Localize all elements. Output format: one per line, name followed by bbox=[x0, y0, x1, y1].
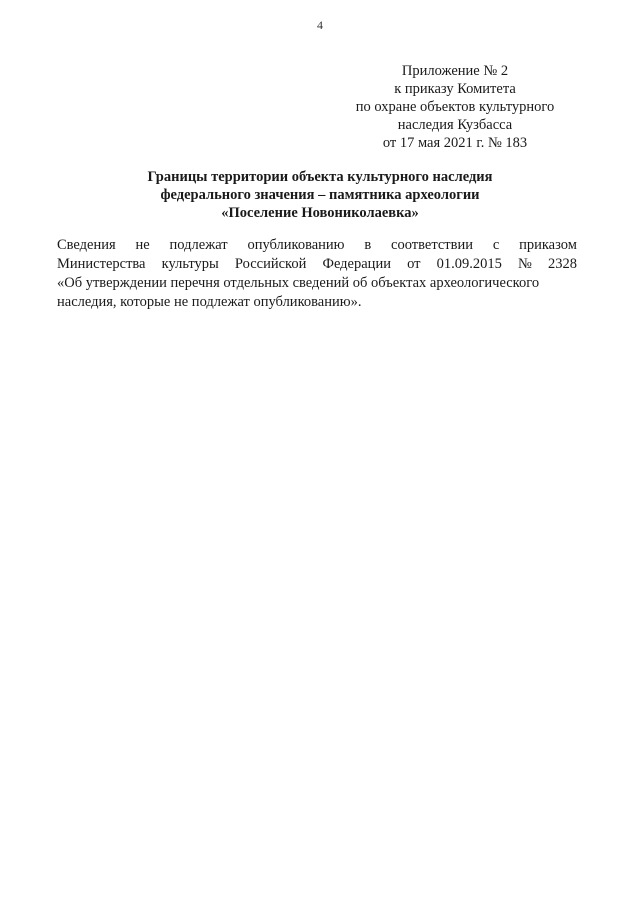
body-line: наследия, которые не подлежат опубликованию». bbox=[57, 294, 362, 310]
body-word: 01.09.2015 bbox=[436, 256, 502, 272]
body-word: подлежат bbox=[169, 237, 228, 253]
body-word: приказом bbox=[519, 237, 577, 253]
appendix-line: наследия Кузбасса bbox=[397, 117, 513, 133]
appendix-line: к приказу Комитета bbox=[394, 81, 516, 97]
body-word: культуры bbox=[161, 256, 219, 272]
body-line bbox=[57, 255, 577, 274]
body-word: в bbox=[364, 237, 372, 253]
body-word: Федерации bbox=[322, 256, 391, 272]
appendix-line: по охране объектов культурного bbox=[355, 99, 555, 115]
body-word: не bbox=[135, 237, 150, 253]
body-word: с bbox=[492, 237, 500, 253]
body-line bbox=[57, 236, 577, 255]
body-word: Министерства bbox=[57, 256, 146, 272]
body-line: «Об утверждении перечня отдельных сведений об объектах археологического bbox=[57, 275, 540, 291]
body-word: Сведения bbox=[57, 237, 116, 253]
title-line: Границы территории объекта культурного наследия bbox=[147, 169, 493, 185]
body-paragraph bbox=[57, 236, 577, 312]
body-word: соответствии bbox=[391, 237, 473, 253]
body-word: от bbox=[407, 256, 421, 272]
body-word: № bbox=[518, 256, 532, 272]
title-line: федерального значения – памятника археологии bbox=[160, 187, 480, 203]
body-word: 2328 bbox=[547, 256, 577, 272]
title-line: «Поселение Новониколаевка» bbox=[221, 205, 419, 221]
page-number: 4 bbox=[317, 18, 323, 32]
document-title bbox=[100, 168, 540, 222]
appendix-line: от 17 мая 2021 г. № 183 bbox=[382, 135, 528, 151]
body-word: опубликованию bbox=[247, 237, 345, 253]
body-word: Российской bbox=[234, 256, 307, 272]
appendix-line: Приложение № 2 bbox=[401, 63, 509, 79]
appendix-header bbox=[330, 62, 580, 152]
